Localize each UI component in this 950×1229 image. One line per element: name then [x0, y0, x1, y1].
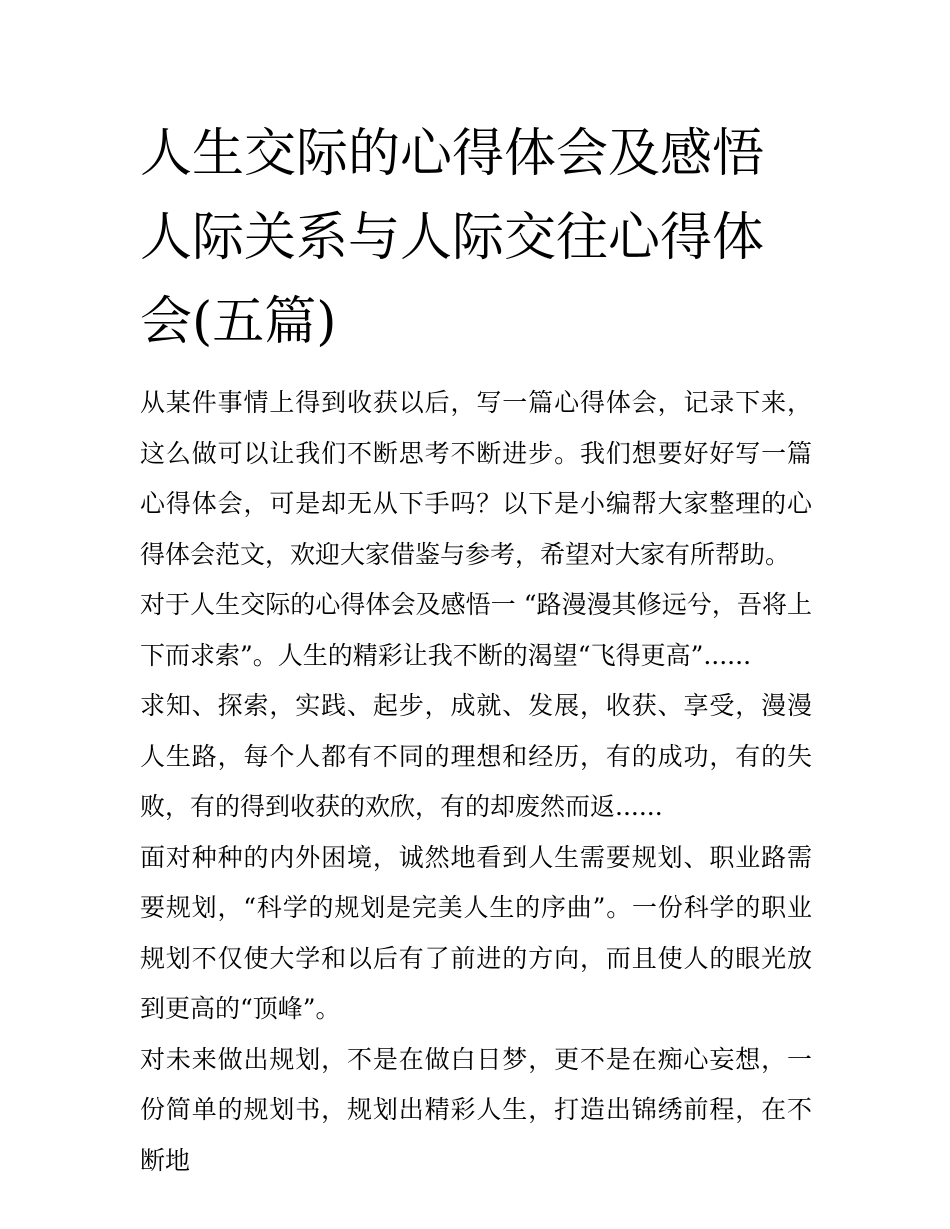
document-title: 人生交际的心得体会及感悟 人际关系与人际交往心得体会(五篇) — [140, 124, 765, 352]
paragraph-intro: 从某件事情上得到收获以后，写一篇心得体会，记录下来，这么做可以让我们不断思考不断进步。我们想要好好写一篇心得体会，可是却无从下手吗？以下是小编帮大家整理的心得体会范文，欢迎大家借鉴与参考，希望对大家有所帮助。 — [140, 388, 812, 569]
paragraph-section-one: 对于人生交际的心得体会及感悟一 “路漫漫其修远兮，吾将上下而求索”。人生的精彩让我不断的渴望“飞得更高”...... — [140, 590, 812, 670]
paragraph-life-path: 求知、探索，实践、起步，成就、发展，收获、享受，漫漫人生路，每个人都有不同的理想和经历，有的成功，有的失败，有的得到收获的欢欣，有的却废然而返...... — [140, 691, 812, 821]
paragraph-planning: 面对种种的内外困境，诚然地看到人生需要规划、职业路需要规划，“科学的规划是完美人生的序曲”。一份科学的职业规划不仅使大学和以后有了前进的方向，而且使人的眼光放到更高的“顶峰”。 — [140, 842, 812, 1023]
paragraph-future: 对未来做出规划，不是在做白日梦，更不是在痴心妄想，一份简单的规划书，规划出精彩人生，打造出锦绣前程，在不断地 — [140, 1044, 812, 1175]
document-body — [140, 112, 812, 1186]
